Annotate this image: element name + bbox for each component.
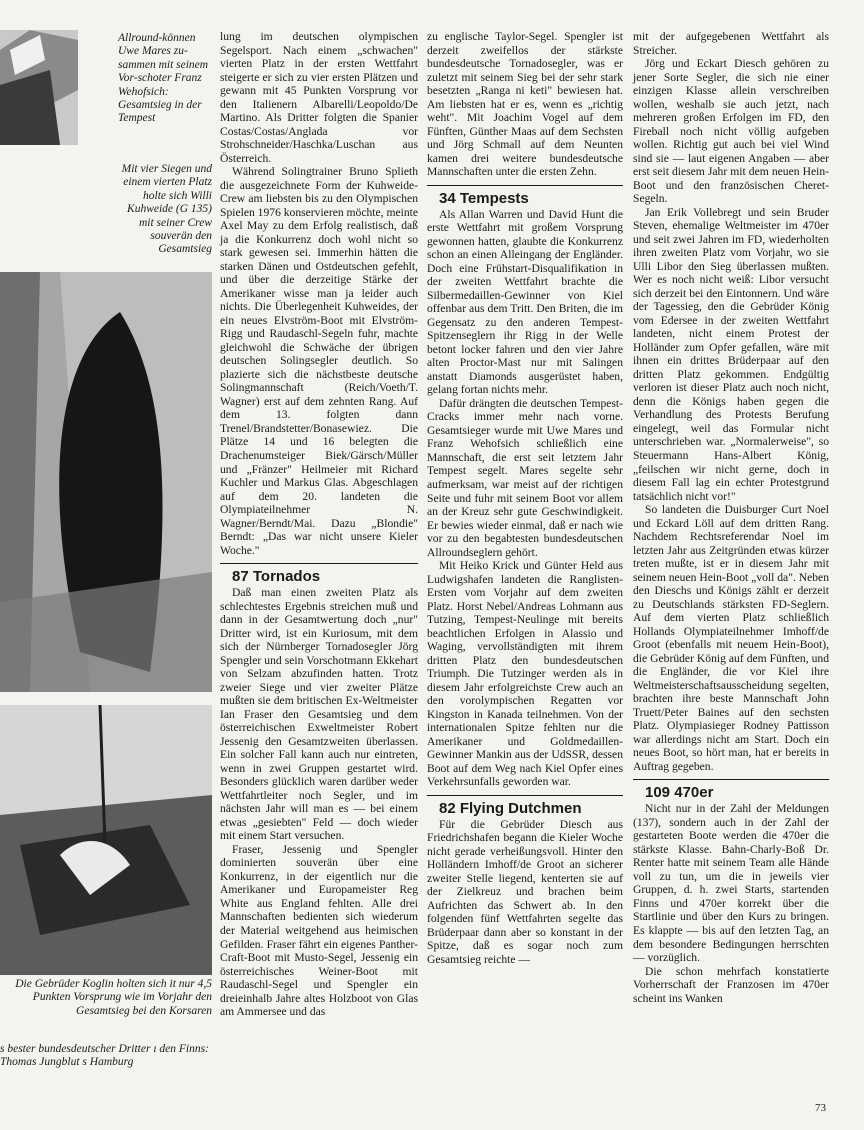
col3-paragraph: Nicht nur in der Zahl der Meldungen (137), sondern auch in der Zahl der gestarteten Boote werden die 470er die stärkste Klasse. Bahn-Charly-Boß Dr. Renter hatte mit seinem Team alle Hände voll zu tun, um die in jeweils vier Gruppen, d. h. zwei Starts, startenden Finns und 470er korrekt über die Startlinie und über den Kurs zu bringen. Es klappte — bis auf den letzten Tag, an dem besondere Bedingungen herrschten — vorzüglich. [633, 802, 829, 965]
column-2 [427, 30, 623, 967]
col2-paragraph: Für die Gebrüder Diesch aus Friedrichshafen begann die Kieler Woche nicht gerade verheißungsvoll. Hinter den Holländern Imhoff/de Groot an sicherer zweiter Stelle liegend, kenterten sie auf der Zielkreuz und brachen beim Aufrichten das Schwert ab. In den folgenden fünf Wettfahrten segelte das Brüderpaar dann aber so konstant in der Spitze, daß es sogar noch zum Gesamtsieg reichte — [427, 817, 623, 966]
photo-tempest [0, 30, 78, 145]
photo-soling [0, 272, 212, 692]
caption-finn: s bester bundesdeutscher Dritter ı den Finns: Thomas Jungblut s Hamburg [0, 1043, 209, 1069]
section-rule [427, 185, 623, 186]
section-rule [633, 779, 829, 780]
caption-top: Allround-können Uwe Mares zu-sammen mit seinem Vor-schoter Franz Wehofsich: Gesamtsieg in der Tempest [118, 32, 209, 125]
photo-korsar [0, 705, 212, 975]
col1-paragraph: Fraser, Jessenig und Spengler dominierten souverän über eine Konkurrenz, in der eigentlich nur die Amerikaner und Europameister Reg White aus England fehlten. Alle drei Mannschaften bedienten sich wiederum der Material weitgehend aus heimischen Gefilden. Fraser fährt ein eigenes Panther-Craft-Boot mit Musto-Segel, Jessenig ein österreichisches Weiner-Boot mit Raudaschl-Segel und Spengler ein dreieinhalb Jahre altes Holzboot von Glas am Ammersee und das [220, 842, 418, 1019]
section-rule [220, 563, 418, 564]
col3-paragraph: Jan Erik Vollebregt und sein Bruder Steven, ehemalige Weltmeister im 470er und seit zwei Jahren im FD, wiederholten ihren zweiten Platz vom Vorjahr, wo sie Ulli Libor den Sieg überlassen mußten. Wer es noch nicht weiß: Libor versucht sich derzeit bei den Eintonnern. Und wäre der Tagessieg, den die Gebrüder König vom Edersee in der zweiten Wettfahrt landeten, nicht einem Protest der Holländer zum Opfer gefallen, wäre mit ihnen ein drittes Brüderpaar auf den dritten Platz gekommen. Endgültig verloren ist dieser Platz auch noch nicht, denn die Königs haben gegen die Verhandlung des Protests Berufung eingelegt, weil das Formular nicht unterschrieben war. „Normalerweise", so Steuermann Hans-Albert König, „feilschen wir nicht gerne, doch in diesem Fall lag ein echter Protestgrund tatsächlich nicht vor!" [633, 205, 829, 503]
col1-paragraph: Während Solingtrainer Bruno Splieth die ausgezeichnete Form der Kuhweide-Crew am liebsten bis zu den Olympischen Spielen 1976 konservieren möchte, meinte Axel May zu dem Erfolg realistisch, daß ja die Konkurrenz doch wohl nicht so stark gewesen sei. Immerhin hätten die starken Dänen und Ostdeutschen gefehlt, und über die derzeitige Stärke der Amerikaner wisse man ja leider auch nichts. Die Überlegenheit Kuhweides, der ein neues Elvström-Boot mit Elvström-Rigg und Raudaschl-Segeln fuhr, machte gleichwohl die Schwäche der übrigen deutschen Solingsegler deutlich. So plazierte sich die nächstbeste deutsche Solingmannschaft (Reich/Voeth/T. Wagner) erst auf dem zehnten Rang. Auf dem 13. folgten dann Trenel/Brandstetter/Bonasewiez. Die Plätze 14 und 16 belegten die Drachenumsteiger Biek/Gärsch/Müller und „Fränzer" Heilmeier mit Richard Kuchler und Markus Glas. Abgeschlagen auf dem 20. landeten die Olympiateilnehmer N. Wagner/Berndt/Mai. Dazu „Blondie" Berndt: „Das war nicht unsere Kieler Woche." [220, 165, 419, 557]
col3-paragraph: mit der aufgegebenen Wettfahrt als Streicher. [633, 30, 829, 57]
heading-flying-dutchmen: 82 Flying Dutchmen [439, 799, 582, 817]
section-rule [427, 795, 623, 796]
heading-470er: 109 470er [645, 784, 714, 802]
page-number: 73 [815, 1102, 826, 1114]
col3-paragraph: So landeten die Duisburger Curt Noel und Eckard Löll auf dem dritten Rang. Nachdem Rechtsreferendar Noel im letzten Jahr aus Zeitgründen etwas kürzer treten mußte, ist er in diesem Jahr mit seinem neuen Hein-Boot „voll da". Neben den Dieschs und Königs zählt er derzeit zu Deutschlands stärksten FD-Seglern. Auf dem vierten Platz schließlich Hollands Olympiateilnehmer Imhoff/de Groot (ebenfalls mit neuem Hein-Boot), die Gebrüder König auf dem Fünften, und die Engländer, die vor Kiel ihre Weltmeisterschaftsausscheidung segelten, brachten ihre beste Mannschaft John Truett/Peter Baines auf den sechsten Platz. Olympiasieger Rodney Pattisson war allerdings nicht am Start. Doch ein neues Boot, so hört man, hat er bereits in Auftrag gegeben. [633, 503, 829, 773]
col2-paragraph: Mit Heiko Krick und Günter Held aus Ludwigshafen landeten die Ranglisten-Ersten vom Vorjahr auf dem zweiten Platz. Horst Nebel/Andreas Lohmann aus Tutzing, Tempest-Neulinge mit bereits beachtlichen Erfolgen in Alassio und Waging, vervollständigten mit ihrem dritten Platz den bundesdeutschen Triumph. Die Tutzinger werden als in diesem Jahr erfolgreichste Crew auch an den vorolympischen Regatten vor Kingston in Kanada teilnehmen. Von der internationalen Spitze fehlten nur die Amerikaner und Goldmedaillen-Gewinner Mankin aus der UdSSR, dessen Boot auf dem Weg nach Kiel Opfer eines Verkehrsunfalls geworden war. [427, 559, 623, 789]
col2-paragraph: zu englische Taylor-Segel. Spengler ist derzeit zweifellos der stärkste bundesdeutsche Tornadosegler, was er zuletzt mit seinem Sieg bei der sehr stark besetzten „Ranga ni keti" bewiesen hat. Am liebsten hat er es, wenn es „richtig weht". Mit Joachim Vogel auf dem Fünften, Günther Maas auf dem Sechsten und Jörg Schmall auf dem Neunten kamen drei weitere bundesdeutsche Mannschaften unter die ersten Zehn. [427, 30, 623, 179]
column-3 [633, 30, 829, 1005]
col2-paragraph: Als Allan Warren und David Hunt die erste Wettfahrt mit großem Vorsprung gewonnen hatten, glaubte die Konkurrenz schon an einen Alleingang der Engländer. Doch eine Frühstart-Disqualifikation in der zweiten Wettfahrt brachte die Silbermedaillen-Gewinner von Kiel offenbar aus dem Tritt. Den Briten, die im Gegensatz zu den anderen Tempest-Spitzenseglern ihr Rigg in der Welle betont locker fahren und den vier Jahre alten Proctor-Mast nur mit Salingen anstatt Diamonds ausgerüstet haben, gelang fortan nichts mehr. [427, 207, 623, 397]
col1-paragraph: lung im deutschen olympischen Segelsport. Nach einem „schwachen" vierten Platz in der ersten Wettfahrt steigerte er sich zu vier ersten Plätzen und gewann mit 45 Punkten Vorsprung vor den Italienern Albarelli/Leopoldo/De Martino. Als Dritter folgten die Spanier Costas/Costas/Anglada vor Strohschneider/Haschka/Luschan aus Österreich. [220, 30, 418, 165]
caption-korsar: Die Gebrüder Koglin holten sich it nur 4,5 Punkten Vorsprung wie im Vorjahr den Gesamtsieg bei den Korsaren [15, 978, 212, 1017]
col3-paragraph: Die schon mehrfach konstatierte Vorherrschaft der Franzosen im 470er scheint ins Wanken [633, 964, 829, 1005]
heading-tempests: 34 Tempests [439, 189, 529, 207]
col1-paragraph: Daß man einen zweiten Platz als schlechtestes Ergebnis streichen muß und dann in der Gesamtwertung doch „nur" Dritter wird, ist ein Kuriosum, mit dem sich der Nürnberger Tornadosegler Jörg Spengler und sein Vorschotmann Ekkehart von Selzam abzufinden hatten. Trotz zweier Siege und vier zweiter Plätze mußten sie dem britischen Ex-Weltmeister Ian Fraser den Gesamtsieg und dem österreichischen Exweltmeister Robert Jessenig den Gesamtzweiten überlassen. Ein solcher Fall kann auch nur eintreten, wenn in zwei Gruppen gestartet wird. Besonders glücklich waren darüber weder Wettfahrtleiter noch Segler, und im nächsten Jahr will man es — bei einem etwas „gesiebten" Feld — doch wieder mit einem Start versuchen. [220, 586, 418, 843]
column-1 [220, 30, 418, 1019]
caption-mid: Mit vier Siegen und einem vierten Platz holte sich Willi Kuhweide (G 135) mit seiner Crew souverän den Gesamtsieg [121, 163, 212, 256]
col3-paragraph: Jörg und Eckart Diesch gehören zu jener Sorte Segler, die sich nie einer einzigen Klasse allein verschreiben wollen, weshalb sie auch jetzt, nach mehreren großen Erfolgen im FD, den Fireball noch nicht völlig aufgeben wollen. Richtig gut auch bei viel Wind sind sie — laut eigenen Angaben — aber erst seit diesem Jahr mit dem neuen Hein-Boot und den französischen Cheret-Segeln. [633, 57, 829, 206]
col2-paragraph: Dafür drängten die deutschen Tempest-Cracks immer mehr nach vorne. Gesamtsieger wurde mit Uwe Mares und Franz Wehofsich schließlich eine Mannschaft, die erst seit letztem Jahr Tempest segelt. Mares segelte sehr aufmerksam, war meist auf der richtigen Seite und fuhr mit seinem Boot vor allem an der Kreuz sehr gute Geschwindigkeit. Er bewies wieder einmal, daß er nach wie vor zu den begabtesten bundesdeutschen Allroundseglern gehört. [427, 396, 623, 559]
heading-tornados: 87 Tornados [232, 568, 321, 586]
